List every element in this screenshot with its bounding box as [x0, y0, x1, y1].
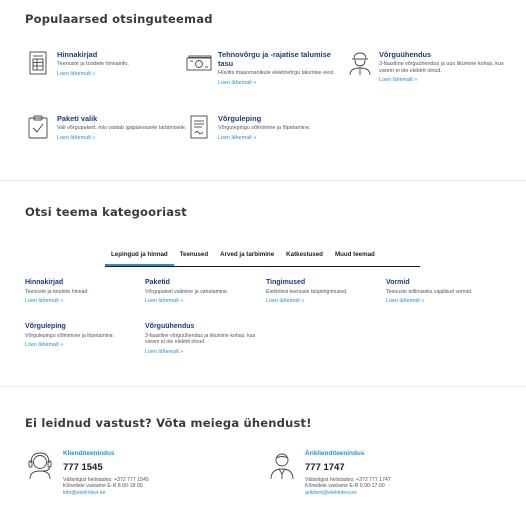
- topic-title[interactable]: Hinnakirjad: [57, 50, 98, 59]
- tab-outages[interactable]: Katkestused: [286, 251, 323, 258]
- category-item-price-lists: [25, 278, 140, 304]
- topic-title[interactable]: Võrguühendus: [379, 50, 432, 59]
- read-more-link[interactable]: Loen lähemalt »: [57, 70, 96, 77]
- read-more-link[interactable]: Loen lähemalt »: [57, 134, 96, 141]
- category-item-forms: [386, 278, 501, 304]
- section-divider: [0, 386, 526, 387]
- tab-contracts-prices[interactable]: Lepingud ja hinnad: [105, 248, 174, 266]
- category-title[interactable]: Tingimused: [266, 279, 306, 286]
- tab-services[interactable]: Teenused: [179, 251, 209, 258]
- category-title[interactable]: Paketid: [145, 279, 170, 286]
- read-more-link[interactable]: Loen lähemalt »: [266, 298, 305, 305]
- category-item-packages: [145, 278, 260, 304]
- category-item-grid-connection: [145, 322, 260, 355]
- read-more-link[interactable]: Loen lähemalt »: [25, 342, 64, 349]
- contract-icon: [186, 114, 212, 140]
- category-title[interactable]: Võrguleping: [25, 323, 66, 330]
- read-more-link[interactable]: Loen lähemalt »: [386, 298, 425, 305]
- read-more-link[interactable]: Loen lähemalt »: [145, 348, 184, 355]
- topic-title[interactable]: Võrguleping: [218, 114, 262, 123]
- category-desc: Võrgulepingu sõlmimine ja lõpetamine.: [25, 333, 115, 339]
- contact-card-title: Äriklienditeenindus: [305, 450, 365, 457]
- category-item-network-contract: [25, 322, 140, 348]
- topic-desc: 3-faasiline võrguühendus ja uus liitumine kohas, kus varem ei ole elektrit olnud.: [379, 61, 504, 74]
- checklist-icon: [25, 114, 51, 140]
- contact-phone[interactable]: 777 1747: [305, 462, 345, 473]
- contact-abroad-phone: Välisriigist helistades: +372 777 1747: [305, 477, 391, 483]
- worker-icon: [347, 50, 373, 76]
- businessman-icon: [267, 450, 297, 480]
- read-more-link[interactable]: Loen lähemalt »: [218, 79, 257, 86]
- category-title[interactable]: Võrguühendus: [145, 323, 195, 330]
- category-desc: Võrgupaketi valimine ja vahetamine.: [145, 289, 229, 295]
- category-title[interactable]: Vormid: [386, 279, 410, 286]
- contact-hours: Kõnedele vastame E-R 8.00-18.00: [63, 483, 143, 490]
- headset-icon: [25, 450, 55, 480]
- read-more-link[interactable]: Loen lähemalt »: [145, 298, 184, 305]
- category-desc: 3-faasiline võrguühendus ja liitumine kohas, kus varem ei ole elektrit olnud.: [145, 333, 256, 346]
- category-desc: Teenuste ja toodete hinnad.: [25, 289, 89, 295]
- category-item-terms: [266, 278, 381, 304]
- topic-title[interactable]: Tehnovõrgu ja -rajatise talumise tasu: [218, 50, 331, 68]
- tab-bills-consumption[interactable]: Arved ja tarbimine: [220, 251, 275, 258]
- topic-desc: Vali võrgupakett, mis vastab igapäevasele tarbimisele.: [57, 125, 187, 131]
- contact-email-link[interactable]: info@elektrilevi.ee: [63, 489, 106, 496]
- category-tabs: [105, 248, 420, 267]
- categories-title: Otsi teema kategooriast: [25, 205, 187, 219]
- category-desc: Teenuste tellimiseks vajalikud vormid.: [386, 289, 473, 295]
- read-more-link[interactable]: Loen lähemalt »: [379, 77, 418, 84]
- tab-other-topics[interactable]: Muud teemad: [334, 251, 375, 258]
- read-more-link[interactable]: Loen lähemalt »: [218, 134, 257, 141]
- contact-title: Ei leidnud vastust? Võta meiega ühendust!: [25, 416, 312, 430]
- money-icon: [186, 50, 212, 76]
- topic-desc: Võrgulepingu sõlmimine ja lõpetamine.: [218, 125, 311, 131]
- topic-title[interactable]: Paketi valik: [57, 114, 98, 123]
- topic-desc: Hüvitis maaomanikule elektrivõrgu talumise eest.: [218, 70, 335, 76]
- category-title[interactable]: Hinnakirjad: [25, 279, 64, 286]
- category-desc: Elektrilevi teenuste tüüptingimused.: [266, 289, 348, 295]
- read-more-link[interactable]: Loen lähemalt »: [25, 298, 64, 305]
- topic-desc: Teenuste ja toodete hinnainfo.: [57, 61, 129, 67]
- contact-email-link[interactable]: ariklient@elektrilevi.ee: [305, 489, 357, 496]
- contact-phone[interactable]: 777 1545: [63, 462, 103, 473]
- price-list-icon: [25, 50, 51, 76]
- popular-topics-title: Populaarsed otsinguteemad: [25, 12, 213, 26]
- contact-abroad-phone: Välisriigist helistades: +372 777 1545: [63, 477, 149, 483]
- contact-hours: Kõnedele vastame E-R 9.00-17.00: [305, 483, 385, 490]
- contact-card-title: Klienditeenindus: [63, 450, 115, 457]
- section-divider: [0, 180, 526, 181]
